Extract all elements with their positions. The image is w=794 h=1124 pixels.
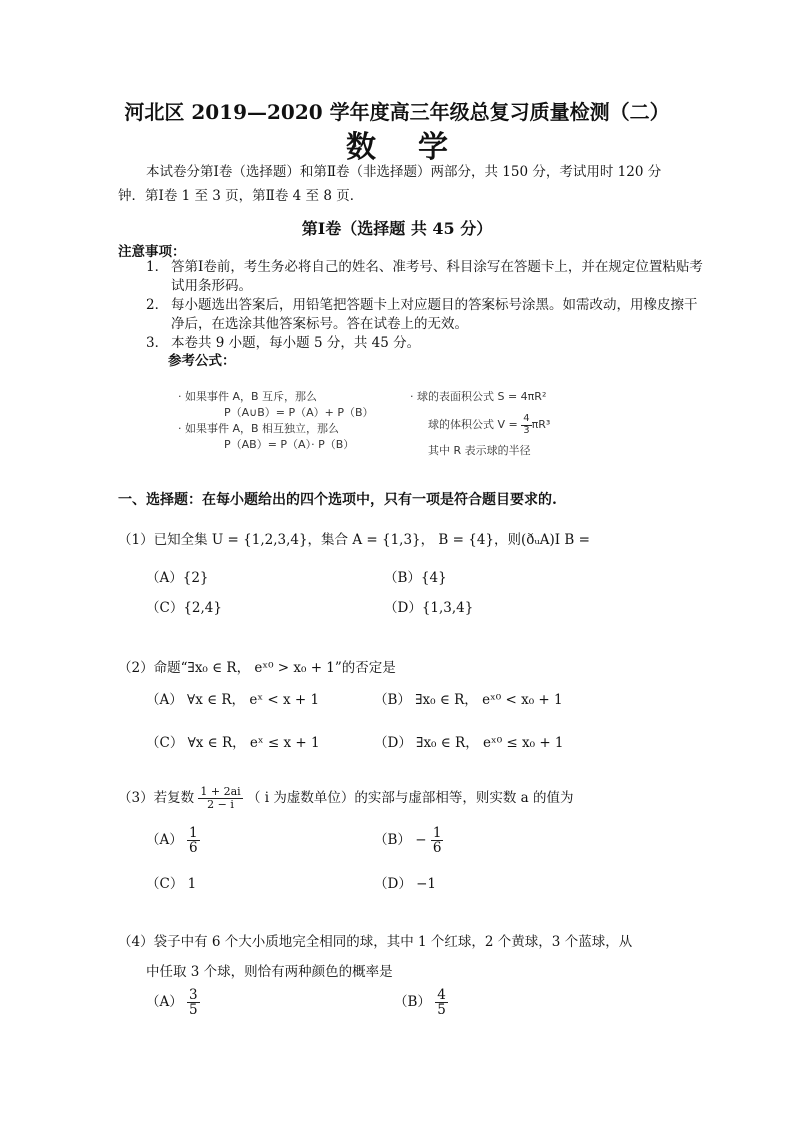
option-label: （A） — [146, 832, 183, 849]
section-title: 第Ⅰ卷（选择题 共 45 分） — [301, 219, 493, 238]
fraction-numerator: 4 — [437, 987, 446, 1003]
formula-independent-label: · 如果事件 A，B 相互独立，那么 — [178, 422, 340, 435]
notice-item — [146, 296, 706, 334]
notice-item-text: 每小题选出答案后，用铅笔把答题卡上对应题目的答案标号涂黑。如需改动，用橡皮擦干净后，在选涂其他答案标号。答在试卷上的无效。 — [171, 297, 698, 332]
notice-item-number: 3． — [146, 335, 169, 351]
notice-item-number: 1． — [146, 259, 169, 275]
option-fraction — [187, 988, 200, 1017]
fraction-numerator: 1 + 2ai — [200, 785, 241, 799]
question-3-stem-post: （ i 为虚数单位）的实部与虚部相等，则实数 a 的值为 — [246, 790, 574, 806]
question-1-option-a[interactable]: （A）{2} — [146, 570, 209, 586]
question-3-option-a[interactable] — [146, 826, 200, 855]
fraction-denominator: 3 — [523, 424, 530, 436]
notice-item-number: 2． — [146, 297, 169, 313]
formula-independent: P（AB）= P（A）· P（B） — [224, 438, 355, 451]
question-2-option-a[interactable]: （A） ∀x ∈ R， eˣ < x + 1 — [146, 692, 320, 708]
formula-exclusive-label: · 如果事件 A，B 互斥，那么 — [178, 390, 318, 403]
option-fraction — [435, 988, 448, 1017]
question-2-stem: （2）命题“∃x₀ ∈ R， eˣ⁰ > x₀ + 1”的否定是 — [118, 660, 396, 676]
question-2-option-c[interactable]: （C） ∀x ∈ R， eˣ ≤ x + 1 — [146, 735, 320, 751]
option-label: （B） − — [374, 832, 427, 849]
question-2-option-b[interactable]: （B） ∃x₀ ∈ R， eˣ⁰ < x₀ + 1 — [374, 692, 563, 708]
formula-sphere-volume-tail: πR³ — [531, 418, 551, 431]
question-3-option-c[interactable]: （C） 1 — [146, 876, 197, 892]
fraction-denominator: 5 — [437, 1002, 446, 1019]
notice-heading: 注意事项： — [118, 244, 186, 260]
part1-title: 一、选择题：在每小题给出的四个选项中，只有一项是符合题目要求的. — [118, 492, 557, 508]
fraction-numerator: 4 — [523, 413, 530, 424]
formula-sphere-volume-label: 球的体积公式 V = — [428, 418, 522, 431]
question-1-option-c[interactable]: （C）{2,4} — [146, 600, 222, 616]
intro-line-1: 本试卷分第Ⅰ卷（选择题）和第Ⅱ卷（非选择题）两部分，共 150 分，考试用时 120 分 — [146, 164, 662, 180]
question-3-stem — [118, 786, 574, 811]
question-1-stem: （1）已知全集 U = {1,2,3,4}，集合 A = {1,3}， B = {4}，则(ðᵤA)I B = — [118, 532, 590, 548]
intro-line-2: 钟．第Ⅰ卷 1 至 3 页，第Ⅱ卷 4 至 8 页． — [118, 188, 364, 204]
fraction-numerator: 1 — [189, 825, 198, 841]
formula-exclusive: P（A∪B）= P（A）+ P（B） — [224, 406, 374, 419]
question-1-option-d[interactable]: （D）{1,3,4} — [384, 600, 474, 616]
notice-list — [146, 258, 706, 353]
question-4-stem-line-1: （4）袋子中有 6 个大小质地完全相同的球，其中 1 个红球，2 个黄球，3 个蓝球，从 — [118, 934, 633, 950]
formula-sphere-volume — [428, 414, 550, 436]
question-2-option-d[interactable]: （D） ∃x₀ ∈ R， eˣ⁰ ≤ x₀ + 1 — [374, 735, 564, 751]
question-3-fraction — [198, 786, 242, 810]
fraction-denominator: 5 — [189, 1002, 198, 1019]
fraction-numerator: 3 — [189, 987, 198, 1003]
question-3-option-d[interactable]: （D） −1 — [374, 876, 437, 892]
question-4-option-b[interactable] — [394, 988, 448, 1017]
option-fraction — [431, 826, 444, 855]
fraction-denominator: 6 — [432, 840, 442, 857]
reference-formula-heading: 参考公式： — [168, 353, 236, 369]
notice-item — [146, 258, 706, 296]
notice-item-text: 答第Ⅰ卷前，考生务必将自己的姓名、准考号、科目涂写在答题卡上，并在规定位置粘贴考试用条形码。 — [171, 259, 703, 294]
option-label: （A） — [146, 994, 183, 1011]
page-title: 河北区 2019—2020 学年度高三年级总复习质量检测（二） — [124, 100, 670, 124]
option-fraction — [187, 826, 200, 855]
formula-radius-note: 其中 R 表示球的半径 — [428, 444, 531, 457]
formula-fraction — [521, 414, 531, 436]
formula-sphere-surface: · 球的表面积公式 S = 4πR² — [410, 390, 547, 403]
question-4-option-a[interactable] — [146, 988, 200, 1017]
question-4-stem-line-2: 中任取 3 个球，则恰有两种颜色的概率是 — [146, 964, 393, 980]
fraction-numerator: 1 — [432, 825, 442, 841]
question-3-stem-pre: （3）若复数 — [118, 790, 195, 806]
option-label: （B） — [394, 994, 431, 1011]
subject-title: 数学 — [346, 130, 490, 165]
question-3-option-b[interactable] — [374, 826, 443, 855]
question-1-option-b[interactable]: （B）{4} — [384, 570, 447, 586]
fraction-denominator: 2 − i — [207, 798, 234, 811]
notice-item-text: 本卷共 9 小题，每小题 5 分，共 45 分。 — [171, 335, 421, 351]
fraction-denominator: 6 — [189, 840, 198, 857]
